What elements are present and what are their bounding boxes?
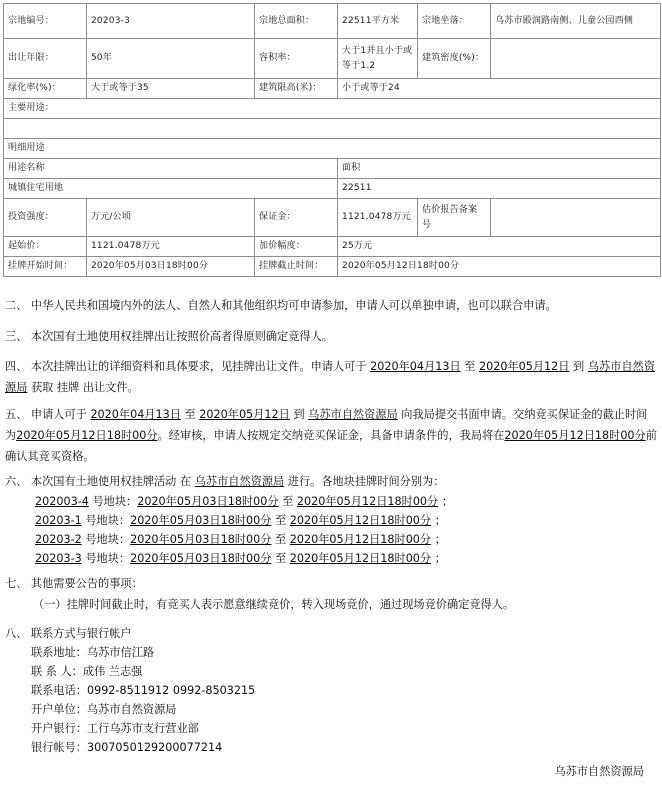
term-label: 出让年限： (4, 39, 87, 79)
estimate-label: 估价报告备案号 (418, 199, 491, 237)
schedule-label: 号地块： (85, 533, 131, 546)
list-end-value: 2020年05月12日18时00分 (338, 257, 661, 277)
table-row (4, 159, 661, 179)
contact-person-label: 联 系 人： (31, 665, 83, 678)
detail-use-label: 明细用途 (4, 139, 661, 159)
use-name-header: 用途名称 (4, 159, 338, 179)
contact-address-label: 联系地址： (31, 646, 87, 659)
account-unit-row (5, 700, 657, 719)
section-8 (5, 624, 657, 757)
table-row (4, 237, 661, 257)
section-4-org: 乌苏市自然资源局 (5, 360, 655, 394)
table-row (4, 199, 661, 237)
list-start-value: 2020年05月03日18时00分 (87, 257, 255, 277)
schedule-start: 2020年05月03日18时00分 (137, 495, 279, 508)
use-name-value: 城镇住宅用地 (4, 179, 338, 199)
bank-name-value: 工行乌苏市支行营业部 (86, 722, 199, 735)
contact-address-row (5, 643, 657, 662)
section-7-title: 七、 其他需要公告的事项： (5, 577, 143, 590)
schedule-row (5, 511, 657, 530)
section-5-text-g: 前确认其竞买资格。 (5, 429, 657, 463)
term-value: 50年 (87, 39, 255, 79)
height-value: 小于或等于24 (338, 79, 661, 99)
bank-name-label: 开户银行： (31, 722, 87, 735)
deposit-label: 保证金： (255, 199, 338, 237)
section-4-at: 到 (573, 360, 585, 373)
schedule-start: 2020年05月03日18时00分 (130, 514, 272, 527)
schedule-label: 号地块： (92, 495, 138, 508)
estimate-value (491, 199, 661, 237)
height-label: 建筑限高(米)： (255, 79, 338, 99)
table-row (4, 99, 661, 119)
invest-value: 万元/公顷 (87, 199, 255, 237)
contact-phone-value: 0992-8511912 0992-8503215 (86, 684, 256, 697)
table-row (4, 4, 661, 39)
schedule-to: 至 (275, 552, 287, 565)
location-label: 宗地坐落： (418, 4, 491, 39)
schedule-parcel: 20203-1 (35, 514, 82, 527)
table-row (4, 39, 661, 79)
table-row (4, 79, 661, 99)
green-value: 大于或等于35 (87, 79, 255, 99)
table-row (4, 119, 661, 139)
schedule-end: 2020年05月12日18时00分 (289, 514, 432, 527)
section-5-confirm-deadline: 2020年05月12日18时00分 (504, 429, 646, 442)
start-price-label: 起始价： (4, 237, 87, 257)
schedule-tail: ； (441, 495, 454, 508)
section-6-text-a: 六、 本次国有土地使用权挂牌活动 在 (5, 475, 192, 488)
bank-account-row (5, 738, 657, 757)
section-7-item-1: （一）挂牌时间截止时，有竞买人表示愿意继续竞价，转入现场竞价，通过现场竞价确定竞得人。 (33, 598, 515, 611)
contact-address-value: 乌苏市信江路 (86, 646, 155, 659)
bank-name-row (5, 719, 657, 738)
section-8-title: 八、 联系方式与银行帐户 (5, 627, 132, 640)
section-5-org: 乌苏市自然资源局 (308, 408, 398, 421)
section-5-text-e: 向我局提交书面申请。交纳竞买保证金的截止时间为 (5, 408, 648, 442)
far-label: 容积率： (255, 39, 338, 79)
section-3: 三、 本次国有土地使用权挂牌出让按照价高者得原则确定竞得人。 (5, 330, 333, 343)
table-row (4, 257, 661, 277)
schedule-to: 至 (275, 533, 287, 546)
signature: 乌苏市自然资源局 (554, 765, 644, 778)
contact-phone-row (5, 681, 657, 700)
schedule-start: 2020年05月03日18时00分 (130, 533, 272, 546)
section-6-org: 乌苏市自然资源局 (194, 475, 285, 488)
increment-value: 25万元 (338, 237, 661, 257)
increment-label: 加价幅度： (255, 237, 338, 257)
section-4-to: 至 (464, 360, 476, 373)
schedule-start: 2020年05月03日18时00分 (130, 552, 272, 565)
schedule-parcel: 202003-4 (35, 495, 89, 508)
schedule-tail: ； (434, 552, 446, 565)
section-4-text-e: 获取 挂牌 出让文件。 (30, 381, 139, 394)
section-4-date-start: 2020年04月13日 (370, 360, 461, 373)
green-label: 绿化率(%)： (4, 79, 87, 99)
schedule-parcel: 20203-3 (35, 552, 82, 565)
total-area-label: 宗地总面积： (255, 4, 338, 39)
schedule-parcel: 20203-2 (35, 533, 82, 546)
schedule-tail: ； (434, 533, 446, 546)
parcel-no-label: 宗地编号： (4, 4, 87, 39)
section-5-text-a: 五、 申请人可于 (5, 408, 87, 421)
density-label: 建筑密度(%)： (418, 39, 491, 79)
schedule-end: 2020年05月12日18时00分 (289, 552, 432, 565)
section-2: 二、 中华人民共和国境内外的法人、自然人和其他组织均可申请参加，申请人可以单独申请，也可以联合申请。 (5, 299, 557, 312)
account-unit-value: 乌苏市自然资源局 (86, 703, 177, 716)
schedule-row (5, 530, 657, 549)
table-row (4, 179, 661, 199)
contact-phone-label: 联系电话： (31, 684, 87, 697)
section-6-text-b: 进行。各地块挂牌时间分别为： (287, 475, 445, 488)
contact-person-row (5, 662, 657, 681)
table-row (4, 139, 661, 159)
total-area-value: 22511平方米 (338, 4, 418, 39)
section-5 (5, 404, 657, 467)
bank-account-label: 银行帐号： (31, 741, 87, 754)
schedule-tail: ； (434, 514, 446, 527)
parcel-no-value: 20203-3 (87, 4, 255, 39)
schedule-row (5, 549, 657, 568)
section-6-intro (5, 471, 657, 492)
schedule-to: 至 (275, 514, 287, 527)
section-5-text-f: 。经审核，申请人按规定交纳竞买保证金，具备申请条件的，我局将在 (157, 429, 505, 442)
section-5-date-end: 2020年05月12日 (199, 408, 290, 421)
section-5-at: 到 (293, 408, 305, 421)
invest-label: 投资强度： (4, 199, 87, 237)
blank-row (4, 119, 661, 139)
main-use-label: 主要用途： (4, 99, 661, 119)
start-price-value: 1121.0478万元 (87, 237, 255, 257)
schedule-label: 号地块： (85, 552, 131, 565)
contact-person-value: 成伟 兰志强 (82, 665, 143, 678)
far-value: 大于1并且小于或等于1.2 (338, 39, 418, 79)
section-4-date-end: 2020年05月12日 (478, 360, 570, 373)
schedule-end: 2020年05月12日18时00分 (289, 533, 432, 546)
section-5-deposit-deadline: 2020年05月12日18时00分 (16, 429, 158, 442)
location-value: 乌苏市殿润路南侧、儿童公园西侧 (491, 4, 661, 39)
parcel-info-table (3, 3, 661, 277)
section-4 (5, 356, 657, 398)
account-unit-label: 开户单位： (31, 703, 87, 716)
schedule-end: 2020年05月12日18时00分 (296, 495, 439, 508)
section-6 (5, 471, 657, 568)
deposit-value: 1121.0478万元 (338, 199, 418, 237)
area-header: 面积 (338, 159, 661, 179)
bank-account-value: 3007050129200077214 (86, 741, 223, 754)
schedule-label: 号地块： (85, 514, 131, 527)
section-5-date-start: 2020年04月13日 (90, 408, 181, 421)
schedule-to: 至 (282, 495, 294, 508)
list-start-label: 挂牌开始时间： (4, 257, 87, 277)
use-area-value: 22511 (338, 179, 661, 199)
list-end-label: 挂牌截止时间： (255, 257, 338, 277)
section-4-text-a: 四、 本次挂牌出让的详细资料和具体要求，见挂牌出让文件。申请人可于 (5, 360, 367, 373)
section-7 (5, 573, 657, 615)
schedule-row (5, 492, 657, 511)
density-value (491, 39, 661, 79)
section-5-to: 至 (184, 408, 196, 421)
